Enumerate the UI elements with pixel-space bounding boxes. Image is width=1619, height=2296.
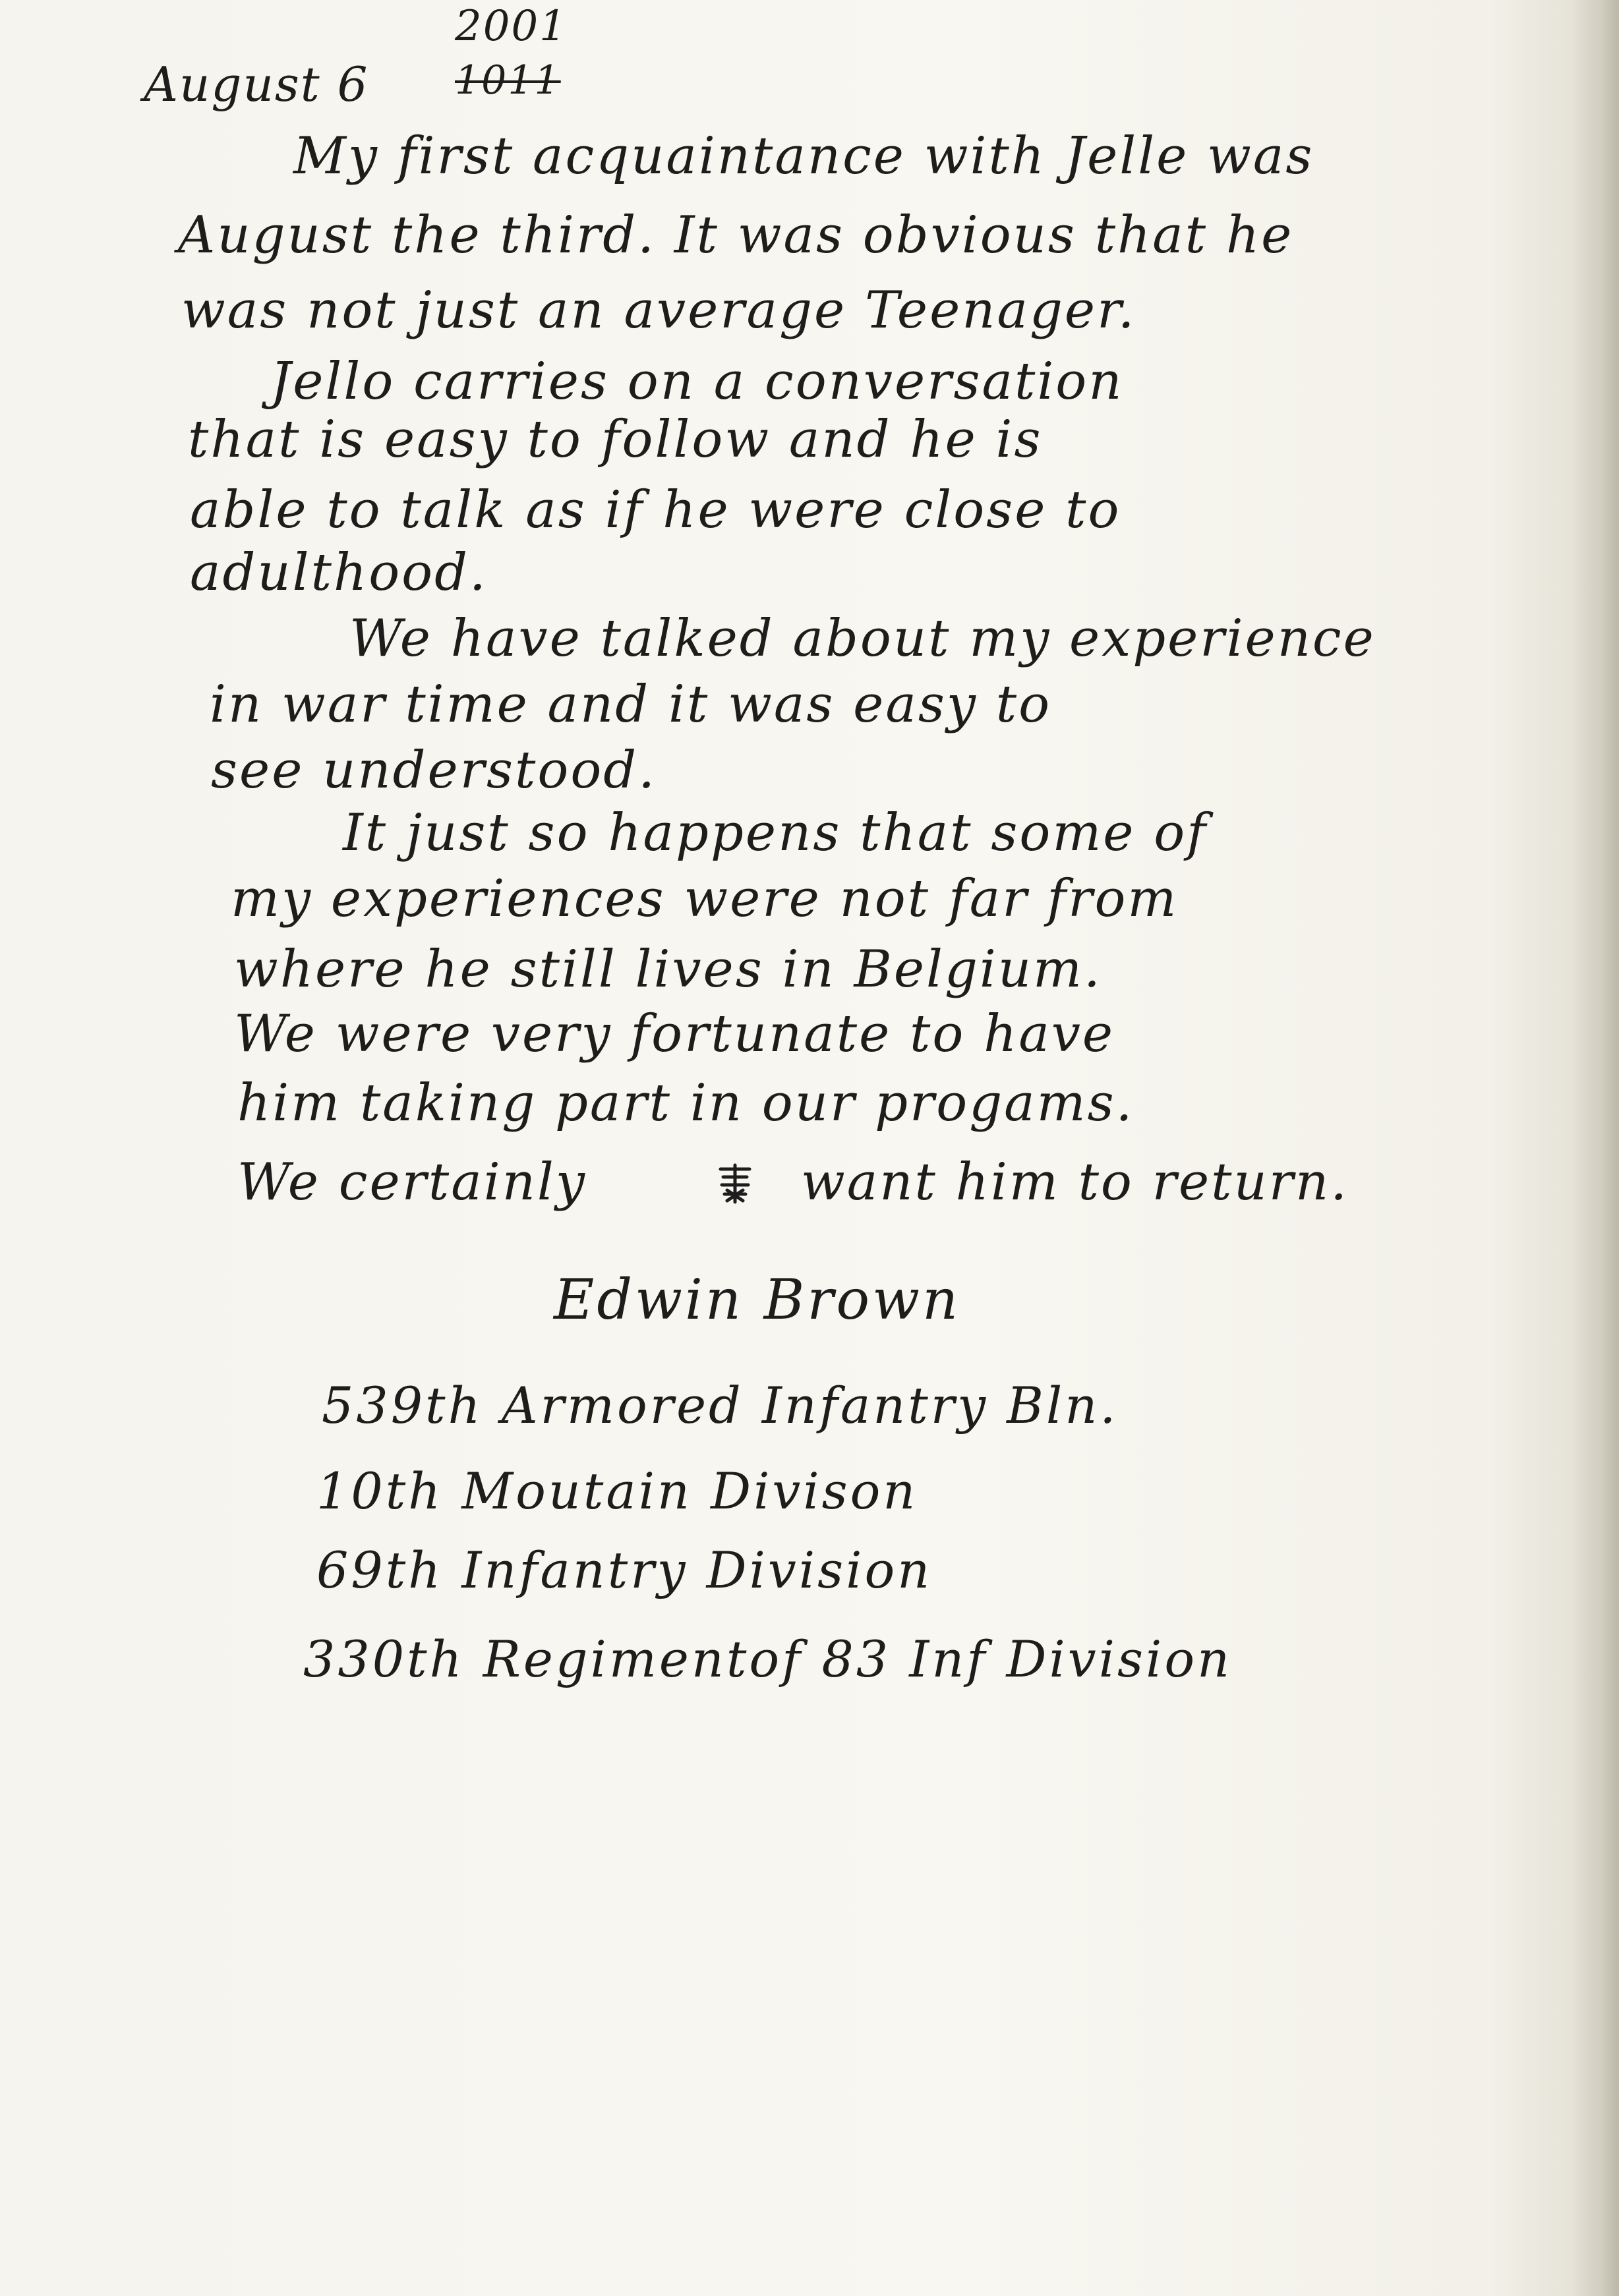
unit-line-1: 539th Armored Infantry Bln. <box>322 1376 1119 1435</box>
letter-line-9: in war time and it was easy to <box>210 675 1052 734</box>
letter-line-16b: want him to return. <box>801 1153 1349 1212</box>
letter-line-16a: We certainly <box>237 1153 587 1212</box>
letter-year-struck: 1011 <box>455 57 561 103</box>
signature: Edwin Brown <box>554 1267 961 1332</box>
letter-line-7: adulthood. <box>190 543 488 602</box>
letter-line-10: see understood. <box>211 741 657 800</box>
unit-line-4: 330th Regimentof 83 Inf Division <box>303 1630 1233 1688</box>
letter-year-corrected: 2001 <box>455 2 568 51</box>
letter-line-15: him taking part in our progams. <box>237 1074 1134 1133</box>
letter-line-5: that is easy to follow and he is <box>188 410 1043 469</box>
letter-line-8: We have talked about my experience <box>349 609 1376 668</box>
letter-line-1: My first acquaintance with Jelle was <box>293 127 1314 186</box>
letter-line-3: was not just an average Teenager. <box>181 281 1136 340</box>
page-edge-shadow <box>1573 0 1619 2296</box>
letter-line-13: where he still lives in Belgium. <box>234 940 1102 999</box>
ink-scribble-mark <box>715 1161 755 1207</box>
letter-line-11: It just so happens that some of <box>343 803 1208 863</box>
unit-line-3: 69th Infantry Division <box>316 1541 933 1599</box>
letter-line-12: my experiences were not far from <box>231 869 1179 929</box>
letter-line-2: August the third. It was obvious that he <box>178 206 1294 265</box>
letter-date: August 6 <box>144 57 369 112</box>
letter-line-14: We were very fortunate to have <box>234 1004 1115 1064</box>
letter-line-4: Jello carries on a conversation <box>270 352 1124 411</box>
unit-line-2: 10th Moutain Divison <box>316 1462 918 1520</box>
letter-line-6: able to talk as if he were close to <box>190 480 1121 540</box>
